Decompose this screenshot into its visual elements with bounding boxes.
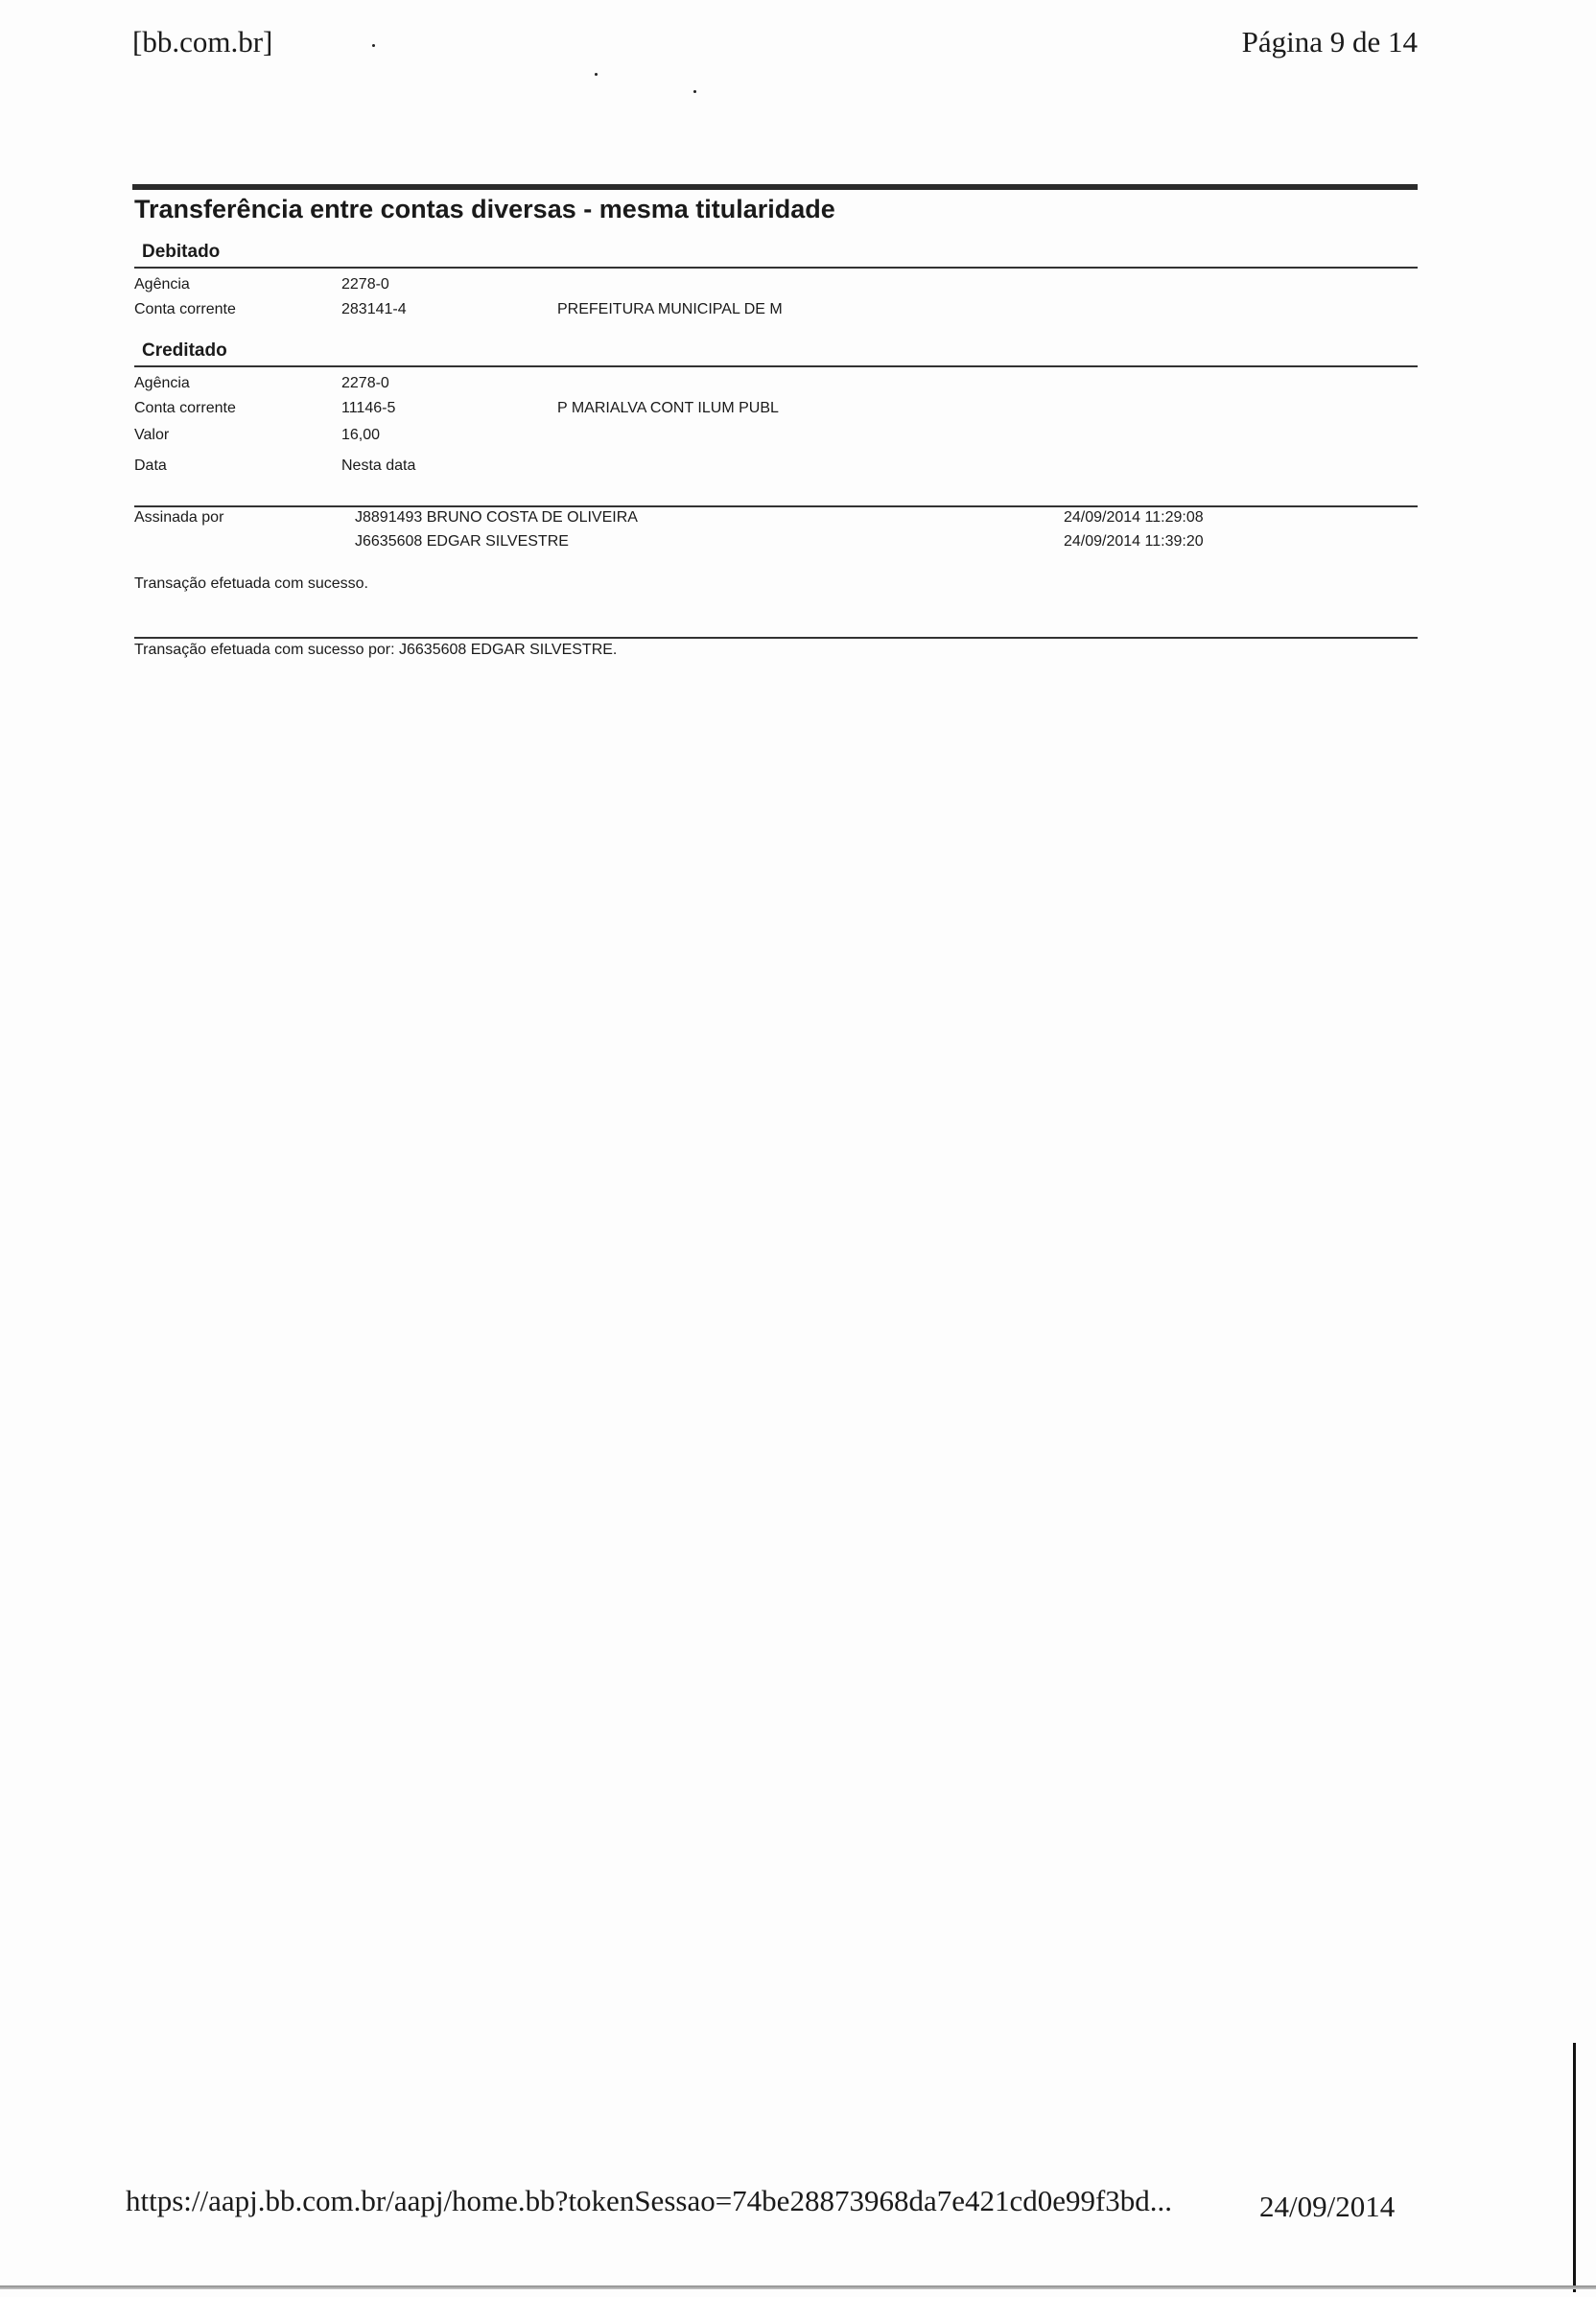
valor-value: 16,00 — [341, 427, 381, 443]
signer-datetime: 24/09/2014 11:29:08 — [1064, 509, 1204, 526]
creditado-agencia-value: 2278-0 — [341, 375, 389, 391]
debitado-conta-label: Conta corrente — [134, 301, 236, 317]
signer-datetime: 24/09/2014 11:39:20 — [1064, 533, 1204, 550]
creditado-rule — [134, 365, 1418, 367]
transaction-status: Transação efetuada com sucesso. — [134, 575, 368, 592]
creditado-conta-label: Conta corrente — [134, 400, 236, 416]
signer-name: J8891493 BRUNO COSTA DE OLIVEIRA — [355, 509, 638, 526]
signatures-rule — [134, 505, 1418, 507]
creditado-conta-value: 11146-5 — [341, 400, 396, 416]
scan-speck — [595, 73, 598, 76]
signed-by-label: Assinada por — [134, 509, 224, 526]
title-rule — [132, 184, 1418, 190]
data-label: Data — [134, 457, 167, 474]
valor-label: Valor — [134, 427, 170, 443]
debitado-heading: Debitado — [142, 242, 221, 262]
debitado-rule — [134, 267, 1418, 269]
site-name: [bb.com.br] — [132, 25, 273, 59]
scan-speck — [372, 44, 375, 47]
footer-date: 24/09/2014 — [1259, 2190, 1396, 2223]
document-title: Transferência entre contas diversas - mesma titularidade — [134, 195, 835, 223]
creditado-titular: P MARIALVA CONT ILUM PUBL — [557, 400, 779, 416]
footer-url: https://aapj.bb.com.br/aapj/home.bb?tokenSessao=74be28873968da7e421cd0e99f3bd... — [126, 2184, 1173, 2217]
signer-name: J6635608 EDGAR SILVESTRE — [355, 533, 569, 550]
creditado-heading: Creditado — [142, 340, 227, 361]
scan-bottom-edge — [0, 2285, 1596, 2289]
debitado-agencia-value: 2278-0 — [341, 276, 389, 293]
debitado-conta-value: 283141-4 — [341, 301, 407, 317]
debitado-titular: PREFEITURA MUNICIPAL DE M — [557, 301, 783, 317]
page-number: Página 9 de 14 — [1241, 25, 1418, 59]
scan-edge-line — [1573, 2043, 1576, 2292]
transaction-status-by: Transação efetuada com sucesso por: J6635608 EDGAR SILVESTRE. — [134, 642, 618, 658]
status-rule — [134, 637, 1418, 639]
scan-speck — [693, 90, 696, 93]
creditado-agencia-label: Agência — [134, 375, 190, 391]
debitado-agencia-label: Agência — [134, 276, 190, 293]
data-value: Nesta data — [341, 457, 416, 474]
